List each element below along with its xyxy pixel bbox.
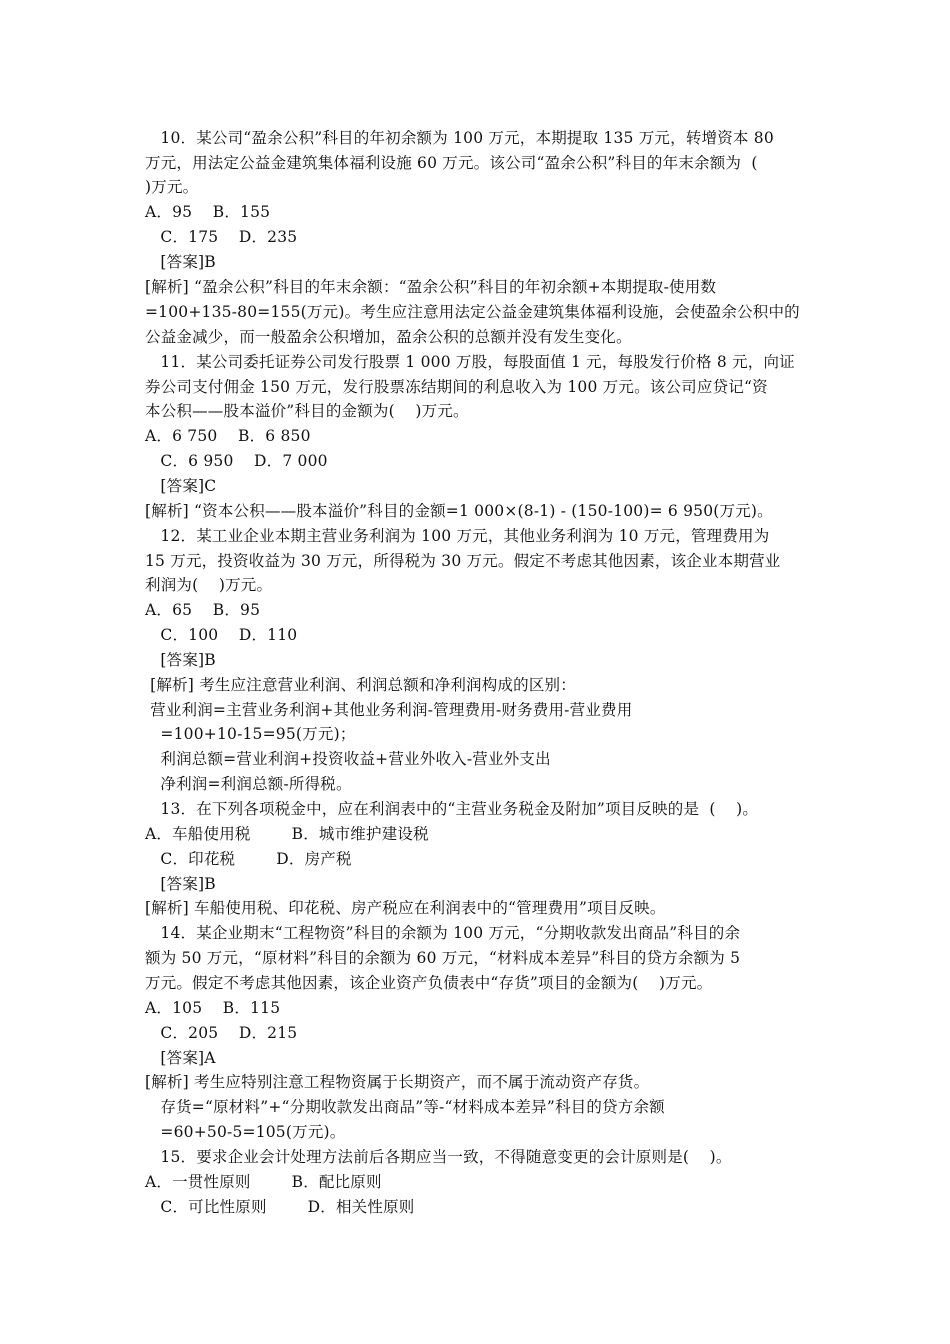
q12-explanation-line-2: 营业利润=主营业务利润+其他业务利润-管理费用-财务费用-营业费用 [145,701,633,719]
q13-stem: 13．在下列各项税金中，应在利润表中的“主营业务税金及附加”项目反映的是 ( )。 [145,800,759,818]
q11-stem-line-1: 11．某公司委托证券公司发行股票 1 000 万股，每股面值 1 元，每股发行价格 8 元，向证 [145,353,795,371]
q12-stem-line-2: 15 万元，投资收益为 30 万元，所得税为 30 万元。假定不考虑其他因素，该企业本期营业 [145,552,781,570]
q12-explanation-line-3: =100+10-15=95(万元)； [145,725,356,743]
q15-options-cd: C．可比性原则 D．相关性原则 [145,1198,415,1216]
q12-explanation-line-4: 利润总额=营业利润+投资收益+营业外收入-营业外支出 [145,750,551,768]
q11-options-ab: A．6 750 B．6 850 [145,427,311,445]
q10-explanation-line-3: 公益金减少，而一般盈余公积增加，盈余公积的总额并没有发生变化。 [145,328,632,346]
q10-options-cd: C．175 D．235 [145,228,298,246]
q13-answer: [答案]B [145,875,216,893]
q12-stem-line-1: 12．某工业企业本期主营业务利润为 100 万元，其他业务利润为 10 万元，管理费用为 [145,527,770,545]
q15-options-ab: A．一贯性原则 B．配比原则 [145,1173,382,1191]
q11-explanation: [解析] “资本公积——股本溢价”科目的金额=1 000×(8-1) - (150-100)= 6 950(万元)。 [145,502,773,520]
q10-stem-line-2: 万元，用法定公益金建筑集体福利设施 60 万元。该公司“盈余公积”科目的年末余额为 ( [145,154,758,172]
q14-answer: [答案]A [145,1049,216,1067]
q12-explanation-line-5: 净利润=利润总额-所得税。 [145,775,352,793]
q13-explanation: [解析] 车船使用税、印花税、房产税应在利润表中的“管理费用”项目反映。 [145,899,666,917]
q11-answer: [答案]C [145,477,217,495]
q10-answer: [答案]B [145,253,216,271]
q12-explanation-line-1: [解析] 考生应注意营业利润、利润总额和净利润构成的区别： [145,676,576,694]
q12-stem-line-3: 利润为( )万元。 [145,576,273,594]
q14-stem-line-1: 14．某企业期末“工程物资”科目的余额为 100 万元，“分期收款发出商品”科目的余 [145,924,741,942]
q10-options-ab: A．95 B．155 [145,203,271,221]
q11-options-cd: C．6 950 D．7 000 [145,452,328,470]
q14-explanation-line-1: [解析] 考生应特别注意工程物资属于长期资产，而不属于流动资产存货。 [145,1073,650,1091]
q14-explanation-line-3: =60+50-5=105(万元)。 [145,1123,346,1141]
q15-stem: 15．要求企业会计处理方法前后各期应当一致，不得随意变更的会计原则是( )。 [145,1148,732,1166]
q14-options-ab: A．105 B．115 [145,999,281,1017]
q14-stem-line-2: 额为 50 万元，“原材料”科目的余额为 60 万元，“材料成本差异”科目的贷方余额为 5 [145,949,741,967]
q14-options-cd: C．205 D．215 [145,1024,298,1042]
q12-answer: [答案]B [145,651,216,669]
q13-options-cd: C．印花税 D．房产税 [145,850,352,868]
q14-explanation-line-2: 存货=“原材料”+“分期收款发出商品”等-“材料成本差异”科目的贷方余额 [145,1098,665,1116]
q13-options-ab: A．车船使用税 B．城市维护建设税 [145,825,429,843]
q12-options-ab: A．65 B．95 [145,601,261,619]
q10-explanation-line-2: =100+135-80=155(万元)。考生应注意用法定公益金建筑集体福利设施，会使盈余公积中的 [145,303,800,321]
q14-stem-line-3: 万元。假定不考虑其他因素，该企业资产负债表中“存货”项目的金额为( )万元。 [145,974,713,992]
q10-stem-line-3: )万元。 [145,178,199,196]
q10-explanation-line-1: [解析] “盈余公积”科目的年末余额：“盈余公积”科目的年初余额+本期提取-使用数 [145,278,717,296]
q11-stem-line-3: 本公积——股本溢价”科目的金额为( )万元。 [145,402,469,420]
q12-options-cd: C．100 D．110 [145,626,298,644]
q11-stem-line-2: 券公司支付佣金 150 万元，发行股票冻结期间的利息收入为 100 万元。该公司应贷记“资 [145,378,768,396]
q10-stem-line-1: 10．某公司“盈余公积”科目的年初余额为 100 万元，本期提取 135 万元，转增资本 80 [145,129,774,147]
